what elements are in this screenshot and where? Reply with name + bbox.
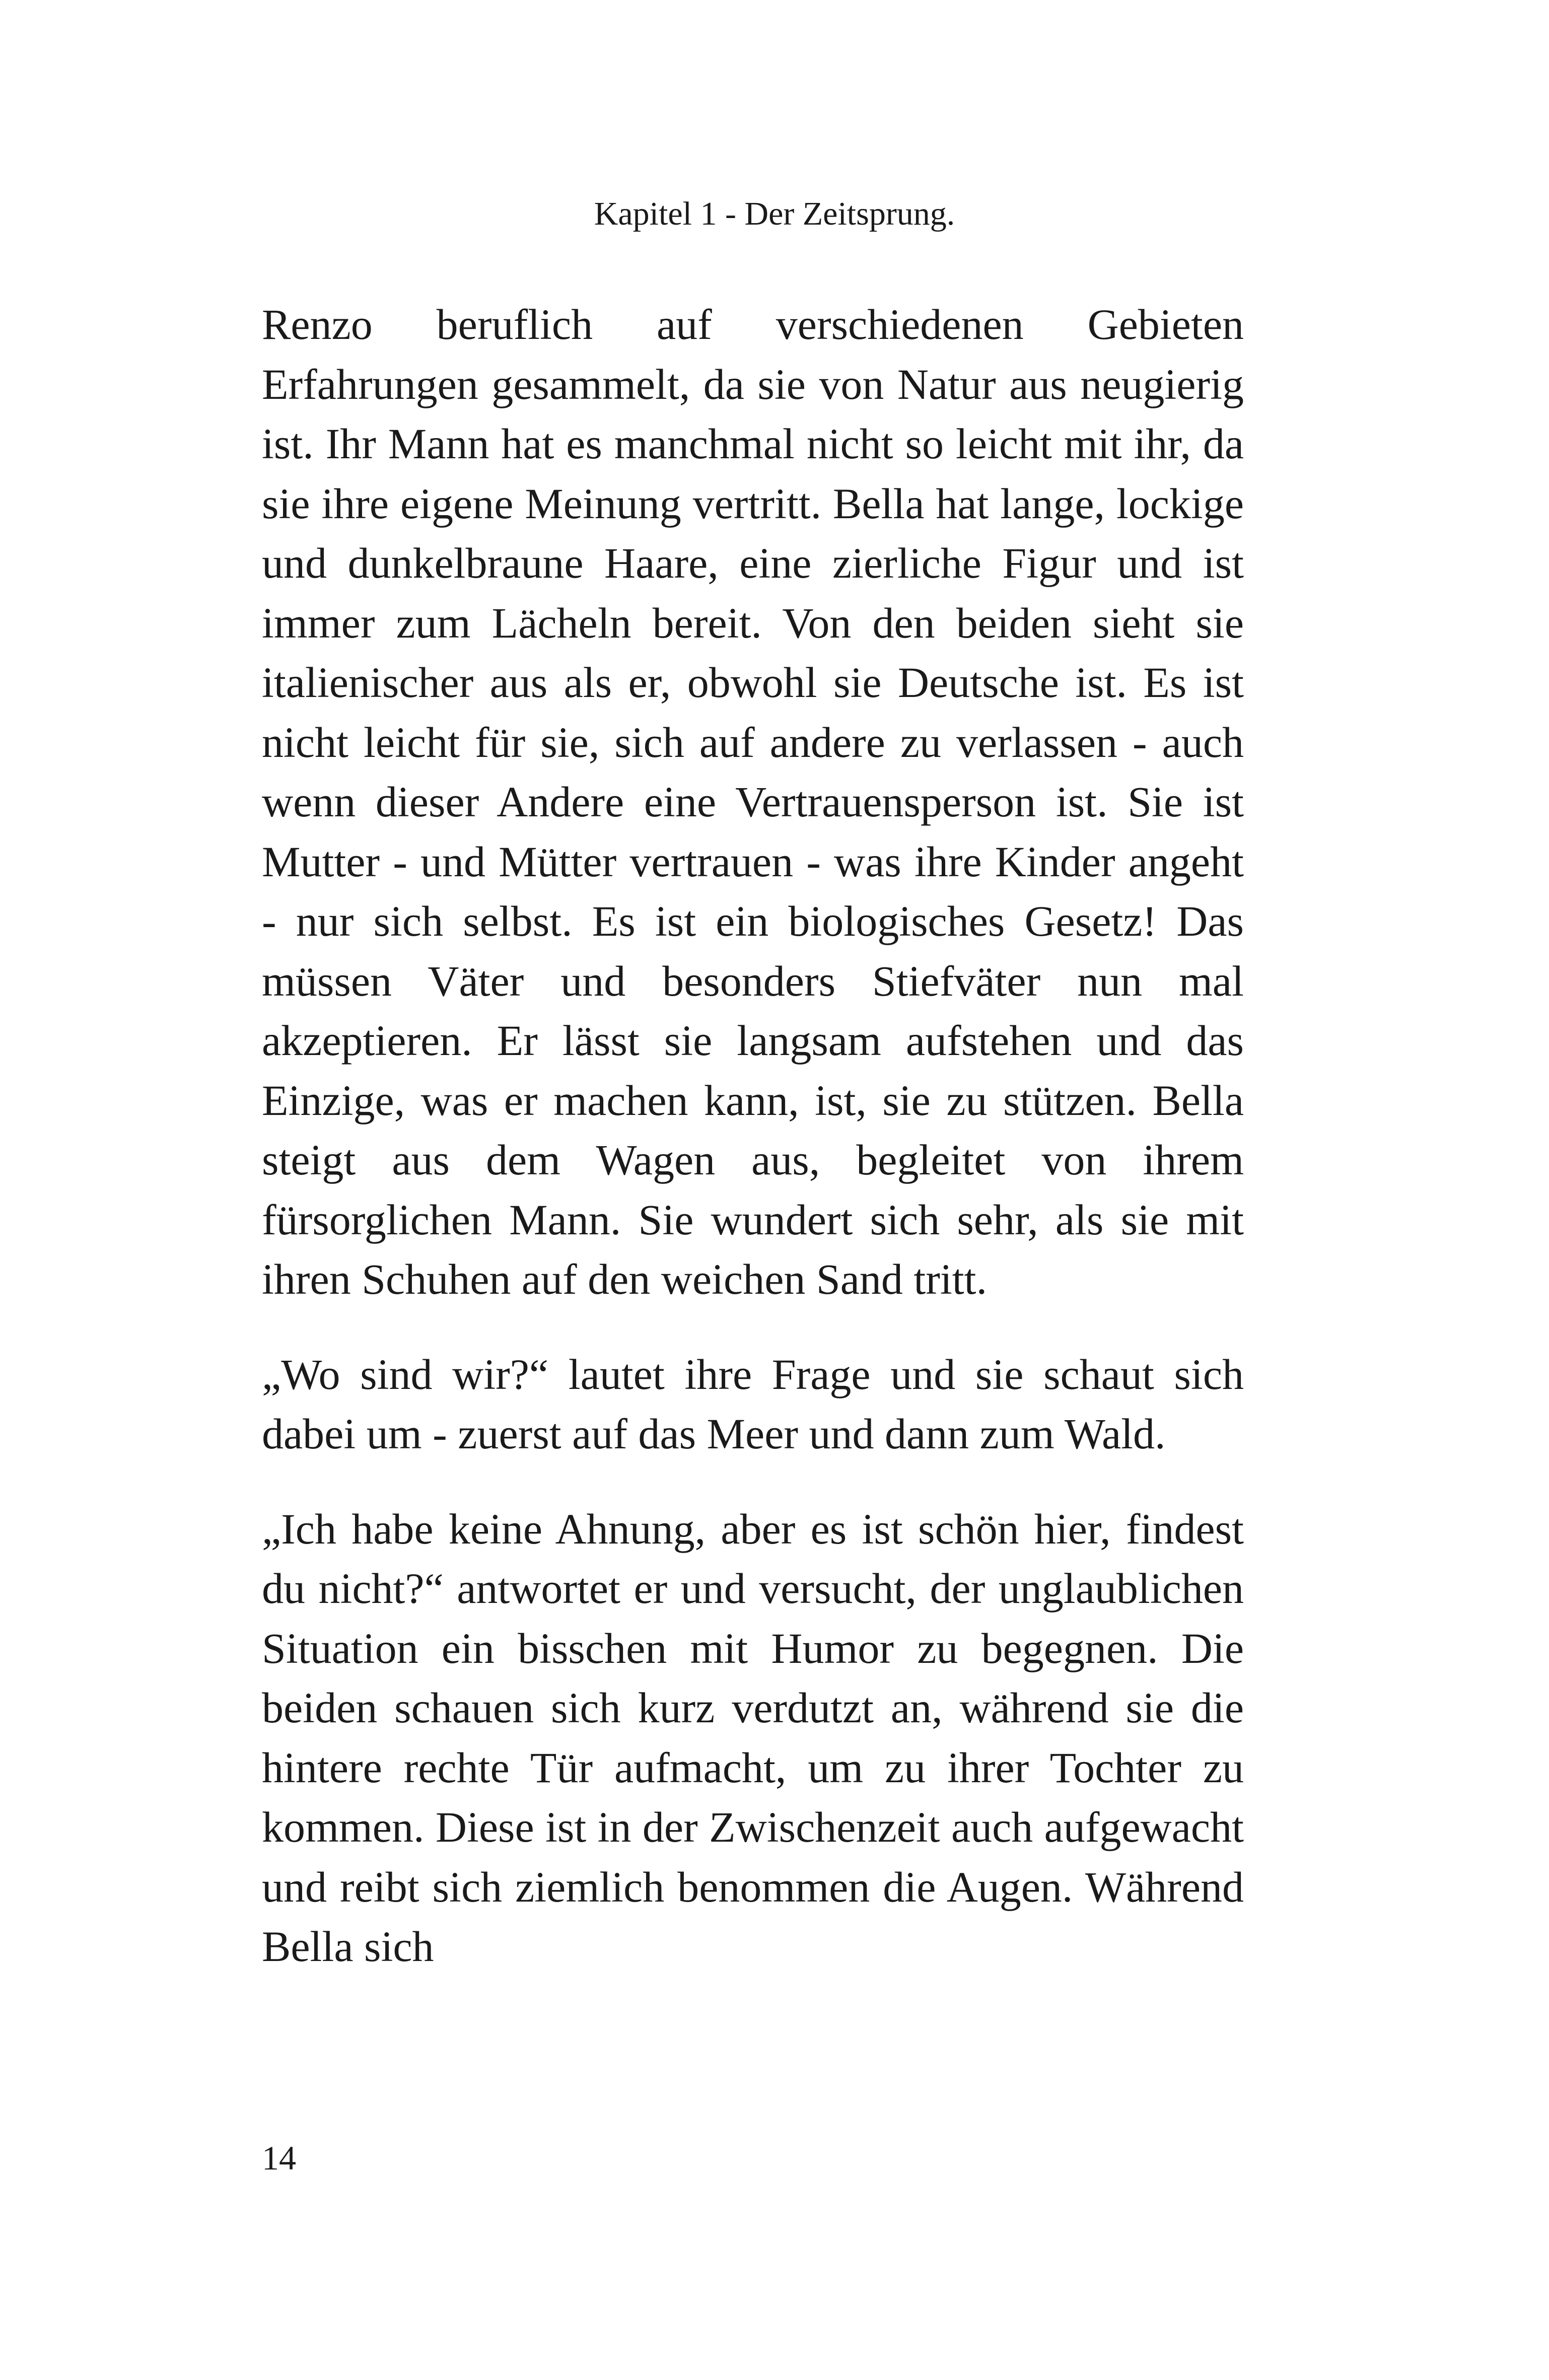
paragraph-1: Renzo beruflich auf verschiedenen Gebieten Erfahrungen gesammelt, da sie von Natur aus neugierig ist. Ihr Mann hat es manchmal nicht so leicht mit ihr, da sie ihre eigene Meinung vertritt. Bella hat lange, lockige und dunkelbraune Haare, eine zierliche Figur und ist immer zum Lächeln bereit. Von den beiden sieht sie italienischer aus als er, obwohl sie Deutsche ist. Es ist nicht leicht für sie, sich auf andere zu verlassen - auch wenn dieser Andere eine Vertrauensperson ist. Sie ist Mutter - und Mütter vertrauen - was ihre Kinder angeht - nur sich selbst. Es ist ein biologisches Gesetz! Das müssen Väter und besonders Stiefväter nun mal akzeptieren. Er lässt sie langsam aufstehen und das Einzige, was er machen kann, ist, sie zu stützen. Bella steigt aus dem Wagen aus, begleitet von ihrem fürsorglichen Mann. Sie wundert sich sehr, als sie mit ihren Schuhen auf den weichen Sand tritt.: [262, 300, 1244, 1303]
page-number: 14: [262, 2139, 296, 2177]
running-header: Kapitel 1 - Der Zeitsprung.: [594, 195, 955, 232]
body-text: [262, 295, 1244, 2012]
paragraph-2: „Wo sind wir?“ lautet ihre Frage und sie schaut sich dabei um - zuerst auf das Meer und dann zum Wald.: [262, 1350, 1244, 1458]
paragraph-3: „Ich habe keine Ahnung, aber es ist schön hier, findest du nicht?“ antwortet er und versucht, der unglaublichen Situation ein bisschen mit Humor zu begegnen. Die beiden schauen sich kurz verdutzt an, während sie die hintere rechte Tür aufmacht, um zu ihrer Tochter zu kommen. Diese ist in der Zwischenzeit auch aufgewacht und reibt sich ziemlich benommen die Augen. Während Bella sich: [262, 1504, 1244, 1971]
